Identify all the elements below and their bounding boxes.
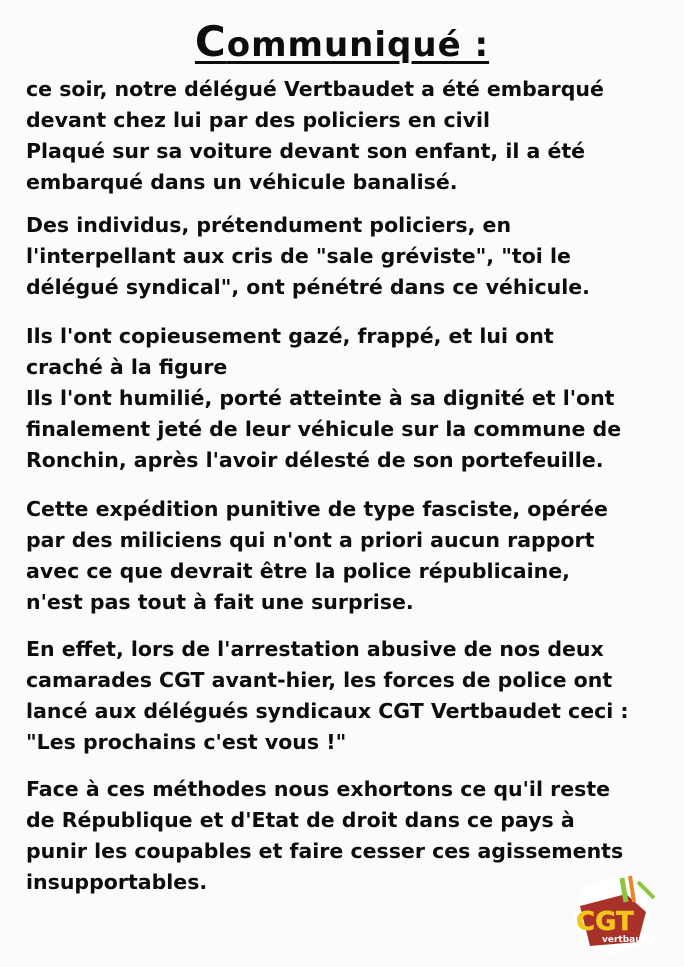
paragraph-line: Face à ces méthodes nous exhortons ce qu'il reste	[26, 777, 611, 801]
paragraph-line: par des miliciens qui n'ont a priori aucun rapport	[26, 528, 595, 552]
paragraph-line: Des individus, prétendument policiers, en	[26, 213, 512, 237]
paragraph-line: l'interpellant aux cris de "sale gréviste", "toi le	[26, 244, 571, 268]
paragraph-line: Ils l'ont humilié, porté atteinte à sa dignité et l'ont	[26, 386, 615, 410]
page-title	[0, 17, 684, 67]
paragraph-line: En effet, lors de l'arrestation abusive de nos deux	[26, 637, 604, 661]
title-first-letter: C	[194, 17, 227, 66]
paragraph-previous-arrest	[26, 634, 676, 758]
paragraph-line: embarqué dans un véhicule banalisé.	[26, 170, 458, 194]
communique-body	[26, 74, 676, 898]
paragraph-individuals	[26, 210, 676, 303]
paragraph-line: ce soir, notre délégué Vertbaudet a été embarqué	[26, 77, 604, 101]
cgt-logo-graphic	[568, 872, 662, 956]
title-rest: ommuniqué :	[226, 25, 490, 65]
paragraph-line: "Les prochains c'est vous !"	[26, 730, 347, 754]
paragraph-line: camarades CGT avant-hier, les forces de police ont	[26, 668, 613, 692]
paragraph-line: Plaqué sur sa voiture devant son enfant, il a été	[26, 139, 586, 163]
paragraph-expedition	[26, 494, 676, 618]
logo-letters: CGT	[576, 907, 634, 937]
paragraph-assault	[26, 321, 676, 476]
paragraph-line: n'est pas tout à fait une surprise.	[26, 590, 414, 614]
paragraph-line: lancé aux délégués syndicaux CGT Vertbaudet ceci :	[26, 699, 629, 723]
paragraph-line: finalement jeté de leur véhicule sur la commune de	[26, 417, 622, 441]
paragraph-line: punir les coupables et faire cesser ces agissements	[26, 839, 624, 863]
paragraph-line: Ronchin, après l'avoir délesté de son portefeuille.	[26, 448, 604, 472]
paragraph-line: de République et d'Etat de droit dans ce pays à	[26, 808, 575, 832]
paragraph-line: Ils l'ont copieusement gazé, frappé, et lui ont	[26, 324, 554, 348]
paragraph-line: Cette expédition punitive de type fasciste, opérée	[26, 497, 608, 521]
paragraph-line: craché à la figure	[26, 355, 228, 379]
paragraph-line: avec ce que devrait être la police républicaine,	[26, 559, 570, 583]
paragraph-line: insupportables.	[26, 870, 208, 894]
paragraph-line: délégué syndical", ont pénétré dans ce véhicule.	[26, 275, 590, 299]
cgt-vertbaudet-logo	[568, 872, 662, 956]
paragraph-arrest	[26, 74, 676, 198]
paragraph-line: devant chez lui par des policiers en civil	[26, 108, 491, 132]
logo-subtitle: vertbaudet	[602, 935, 659, 945]
